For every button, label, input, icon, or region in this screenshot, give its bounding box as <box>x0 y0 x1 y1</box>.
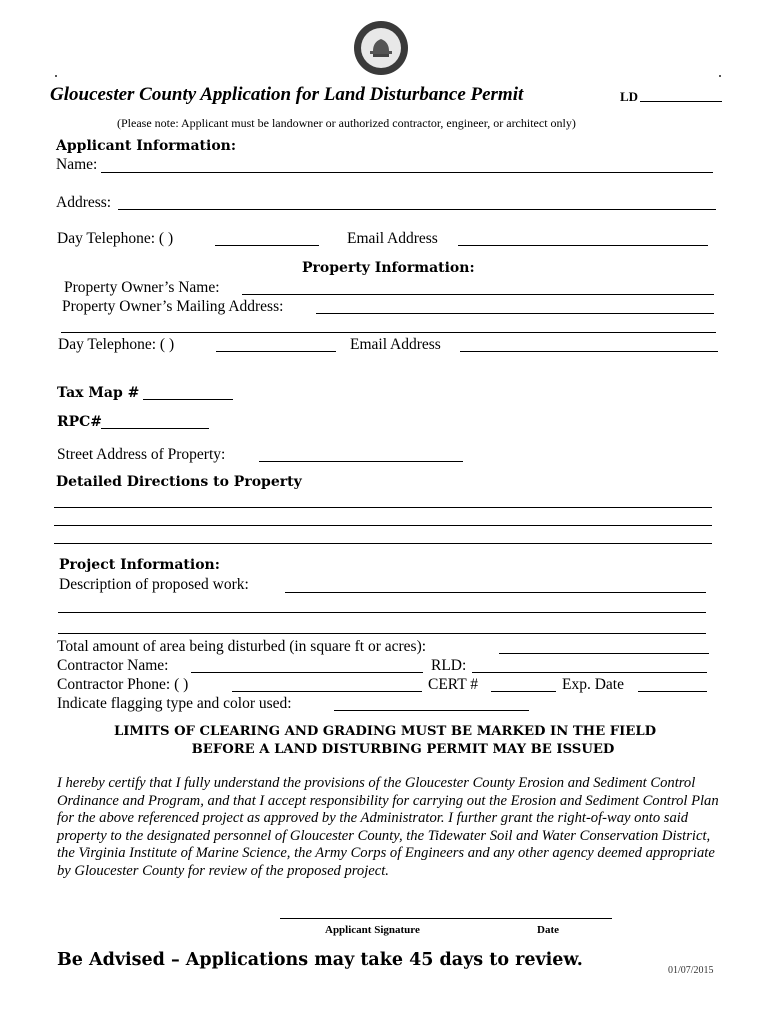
contractor-phone-field[interactable] <box>232 691 422 692</box>
description-line-3[interactable] <box>58 633 706 634</box>
street-address-label: Street Address of Property: <box>57 446 226 463</box>
contractor-name-label: Contractor Name: <box>57 657 169 674</box>
ld-number-field[interactable] <box>640 101 722 102</box>
rld-label: RLD: <box>431 657 467 674</box>
rpc-label: RPC# <box>57 414 103 430</box>
signature-line[interactable] <box>280 918 612 919</box>
address-field[interactable] <box>118 209 716 210</box>
flagging-label: Indicate flagging type and color used: <box>57 695 292 712</box>
applicant-email-label: Email Address <box>347 230 438 247</box>
limits-line-2: BEFORE A LAND DISTURBING PERMIT MAY BE ISSUED <box>191 742 615 757</box>
rpc-field[interactable] <box>101 428 209 429</box>
owner-mailing-field[interactable] <box>316 313 714 314</box>
area-label: Total amount of area being disturbed (in square ft or acres): <box>57 638 427 655</box>
description-line-2[interactable] <box>58 612 706 613</box>
owner-name-label: Property Owner’s Name: <box>64 279 220 296</box>
cert-label: CERT # <box>428 676 479 693</box>
property-day-telephone-field[interactable] <box>216 351 336 352</box>
signature-date-label: Date <box>537 924 559 936</box>
property-email-field[interactable] <box>460 351 718 352</box>
property-email-label: Email Address <box>350 336 441 353</box>
contractor-phone-label: Contractor Phone: ( ) <box>57 676 189 693</box>
property-heading: Property Information: <box>302 260 475 276</box>
name-label: Name: <box>56 156 98 173</box>
exp-date-label: Exp. Date <box>562 676 624 693</box>
certification-statement: I hereby certify that I fully understand the provisions of the Gloucester County Erosion and Sediment Control Ordinance and Program, and that I accept responsibility for carrying out the Erosion and Sediment Control Plan for the above referenced project as approved by the Administrator. I further grant the right-of-way onto said property to the designated personnel of Gloucester County, the Tidewater Soil and Water Conservation District, the Virginia Institute of Marine Science, the Army Corps of Engineers and any other agency deemed appropriate by Gloucester County for review of the proposed project. <box>57 775 719 879</box>
applicant-day-telephone-label: Day Telephone: ( ) <box>57 230 174 247</box>
applicant-signature-label: Applicant Signature <box>325 924 420 936</box>
area-field[interactable] <box>499 653 709 654</box>
limits-line-1: LIMITS OF CLEARING AND GRADING MUST BE MARKED IN THE FIELD <box>113 724 657 739</box>
applicant-note: (Please note: Applicant must be landowner or authorized contractor, engineer, or architect only) <box>117 116 576 130</box>
applicant-email-field[interactable] <box>458 245 708 246</box>
owner-mailing-field-line2[interactable] <box>61 332 716 333</box>
street-address-field[interactable] <box>259 461 463 462</box>
description-label: Description of proposed work: <box>59 576 249 593</box>
name-field[interactable] <box>101 172 713 173</box>
advised-notice: Be Advised – Applications may take 45 days to review. <box>57 950 583 970</box>
applicant-heading: Applicant Information: <box>56 138 237 154</box>
project-heading: Project Information: <box>59 557 220 573</box>
cert-field[interactable] <box>491 691 556 692</box>
address-label: Address: <box>56 194 112 211</box>
form-revision-date: 01/07/2015 <box>668 965 714 976</box>
directions-line-2[interactable] <box>54 525 712 526</box>
directions-line-3[interactable] <box>54 543 712 544</box>
description-field[interactable] <box>285 592 706 593</box>
directions-line-1[interactable] <box>54 507 712 508</box>
directions-heading: Detailed Directions to Property <box>56 474 302 490</box>
owner-name-field[interactable] <box>242 294 714 295</box>
tax-map-label: Tax Map # <box>57 385 140 401</box>
ld-number-label: LD <box>620 89 639 104</box>
applicant-day-telephone-field[interactable] <box>215 245 319 246</box>
contractor-name-field[interactable] <box>191 672 423 673</box>
form-title: Gloucester County Application for Land Disturbance Permit <box>50 84 524 105</box>
owner-mailing-label: Property Owner’s Mailing Address: <box>62 298 284 315</box>
exp-date-field[interactable] <box>638 691 707 692</box>
rld-field[interactable] <box>472 672 707 673</box>
tax-map-field[interactable] <box>143 399 233 400</box>
county-seal-logo <box>353 20 409 76</box>
flagging-field[interactable] <box>334 710 529 711</box>
property-day-telephone-label: Day Telephone: ( ) <box>58 336 175 353</box>
